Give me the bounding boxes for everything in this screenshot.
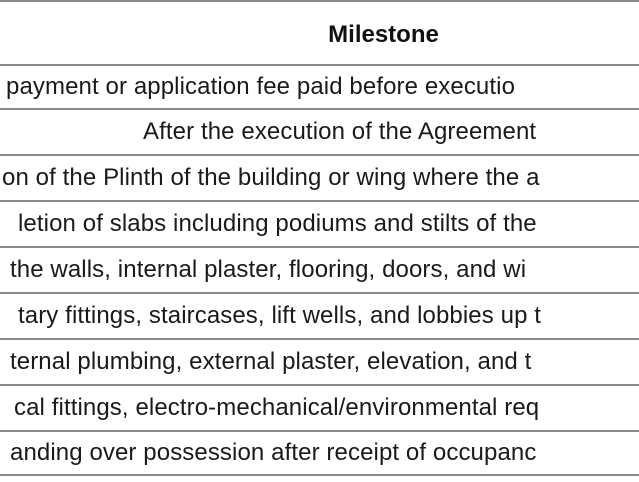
table-cell: After the execution of the Agreement [143, 118, 537, 145]
table-cell: letion of slabs including podiums and stilts of the [18, 210, 537, 237]
table-cell: anding over possession after receipt of occupanc [10, 439, 537, 466]
table-cell: payment or application fee paid before executio [6, 73, 516, 100]
table-row [0, 386, 639, 432]
table-header-row [0, 2, 639, 66]
table-row [0, 156, 639, 202]
table-row [0, 432, 639, 476]
table-row [0, 202, 639, 248]
table-cell: the walls, internal plaster, flooring, doors, and wi [10, 256, 527, 283]
table-row [0, 248, 639, 294]
table-row [0, 110, 639, 156]
table-cell: tary fittings, staircases, lift wells, and lobbies up t [18, 302, 542, 329]
column-header-milestone: Milestone [328, 21, 439, 48]
table-cell: ternal plumbing, external plaster, elevation, and t [10, 348, 532, 375]
table-cell: on of the Plinth of the building or wing where the a [2, 164, 540, 191]
table-row [0, 294, 639, 340]
table-cell: cal fittings, electro-mechanical/environmental req [14, 394, 540, 421]
table-row [0, 340, 639, 386]
table-row [0, 66, 639, 110]
